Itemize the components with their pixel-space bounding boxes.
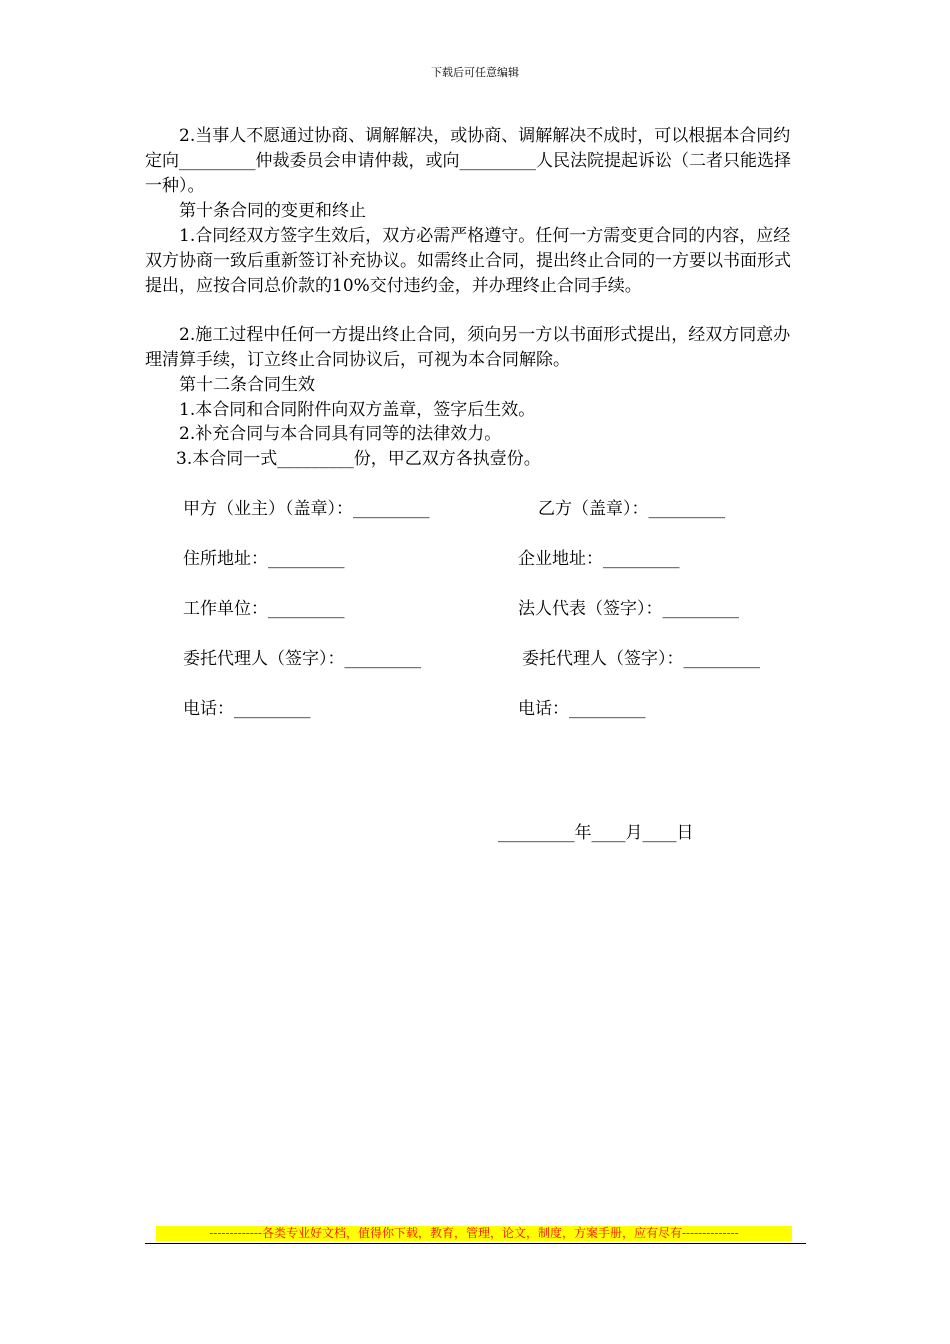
date-line: _________年____月____日 — [498, 823, 694, 843]
clause-termination-paragraph: 2.施工过程中任何一方提出终止合同，须向另一方以书面形式提出，经双方同意办理清算手续，订立终止合同协议后，可视为本合同解除。 — [145, 325, 791, 370]
article-10-heading: 第十条合同的变更和终止 — [145, 201, 366, 221]
clause-arbitration-paragraph: 2.当事人不愿通过协商、调解解决，或协商、调解解决不成时，可以根据本合同约定向_________仲裁委员会申请仲裁，或向_________人民法院提起诉讼（二者只能选择一种）。 — [145, 126, 791, 196]
party-a-agent-line: 委托代理人（签字）：_________ — [183, 649, 421, 669]
party-b-address-line: 企业地址：_________ — [518, 549, 680, 569]
party-a-phone-line: 电话：_________ — [183, 699, 311, 719]
clause-effect-1-paragraph: 1.本合同和合同附件向双方盖章，签字后生效。 — [145, 400, 536, 420]
party-b-seal-line: 乙方（盖章）：_________ — [538, 499, 725, 519]
footer-divider — [145, 1243, 806, 1244]
clause-effect-3-paragraph: 3.本合同一式_________份，甲乙双方各执壹份。 — [176, 449, 541, 469]
clause-change-paragraph: 1.合同经双方签字生效后，双方必需严格遵守。任何一方需变更合同的内容，应经双方协商一致后重新签订补充协议。如需终止合同，提出终止合同的一方要以书面形式提出，应按合同总价款的10%交付违约金，并办理终止合同手续。 — [145, 226, 791, 296]
page-header: 下载后可任意编辑 — [431, 66, 519, 79]
party-a-address-line: 住所地址：_________ — [183, 549, 345, 569]
article-12-heading: 第十二条合同生效 — [145, 375, 315, 395]
party-b-phone-line: 电话：_________ — [518, 699, 646, 719]
party-b-legal-rep-line: 法人代表（签字）：_________ — [518, 599, 739, 619]
party-a-seal-line: 甲方（业主）（盖章）：_________ — [183, 499, 430, 519]
footer-banner: -------------各类专业好文档，值得你下载，教育，管理，论文，制度，方案手册，应有尽有-------------- — [156, 1226, 792, 1241]
party-a-workplace-line: 工作单位：_________ — [183, 599, 345, 619]
clause-effect-2-paragraph: 2.补充合同与本合同具有同等的法律效力。 — [145, 424, 502, 444]
party-b-agent-line: 委托代理人（签字）：_________ — [522, 649, 760, 669]
